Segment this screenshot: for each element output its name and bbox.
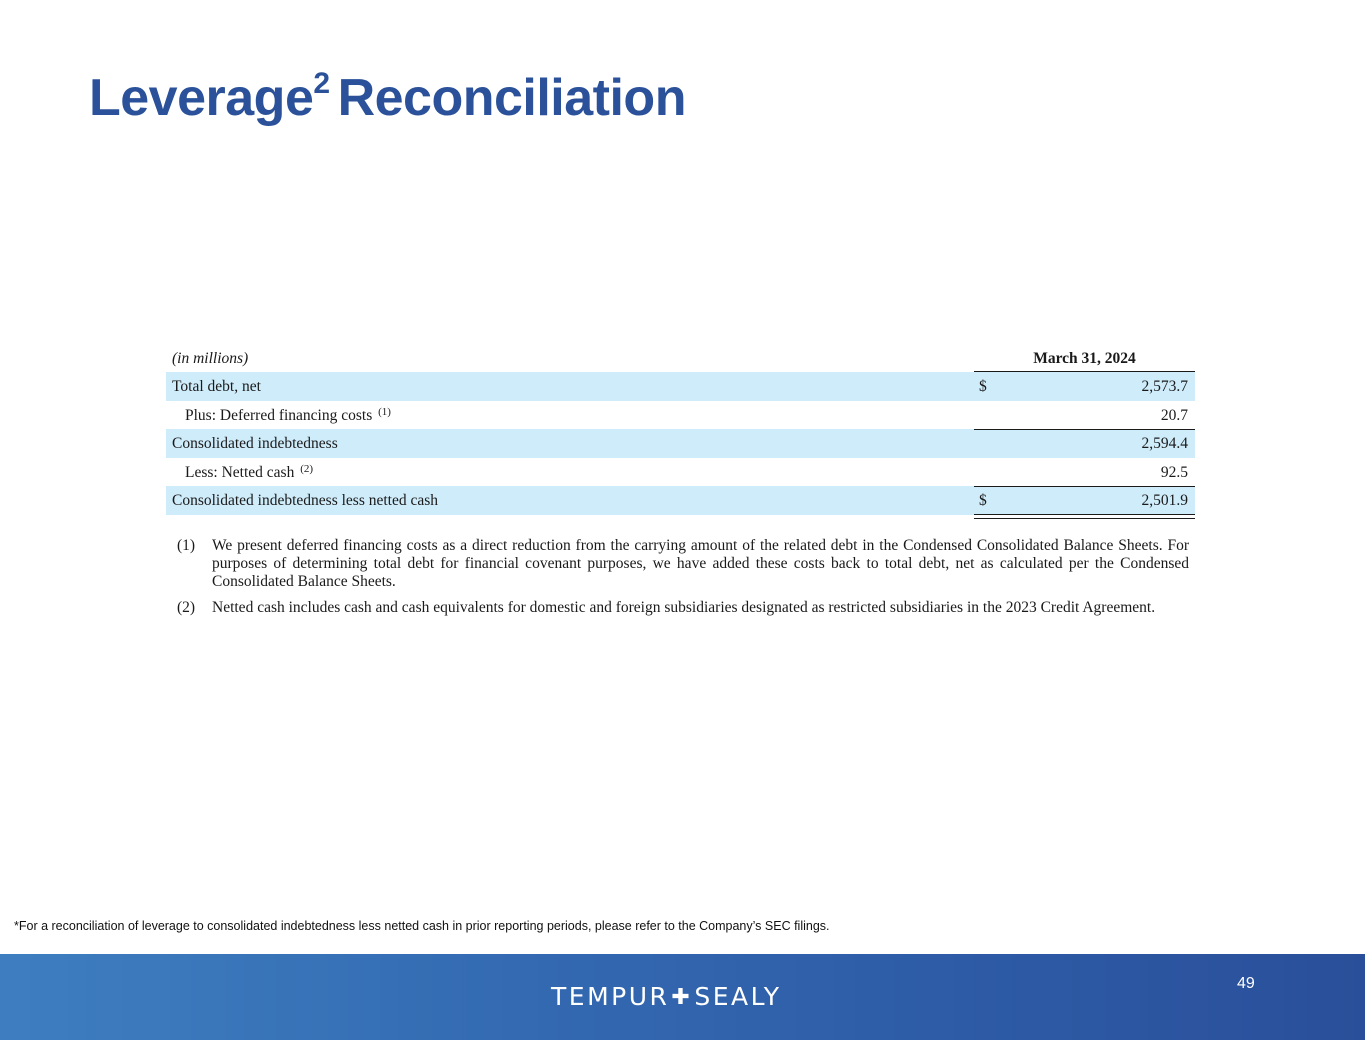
title-text-rest: Reconciliation [337, 69, 686, 127]
table-row-deferred-financing [166, 401, 1195, 430]
table-row-consolidated-indebtedness [166, 429, 1195, 458]
note-text: We present deferred financing costs as a direct reduction from the carrying amount of the related debt in the Condensed Consolidated Balance Sheets. For purposes of determining total debt for financial covenant purposes, we have added these costs back to total debt, net as calculated per the Condensed Consolidated Balance Sheets. [212, 536, 1189, 590]
title-text: Leverage [89, 69, 314, 127]
note-1 [166, 537, 1189, 591]
currency-symbol: $ [979, 378, 987, 395]
table-header [166, 344, 1195, 372]
row-amount: 2,594.4 [1141, 435, 1188, 452]
row-amount: 92.5 [1160, 463, 1188, 481]
column-header-date: March 31, 2024 [974, 350, 1195, 372]
note-text: Netted cash includes cash and cash equivalents for domestic and foreign subsidiaries designated as restricted subsidiaries in the 2023 Credit Agreement. [212, 598, 1156, 616]
footnote-marker: (2) [300, 462, 314, 475]
subtotal-rule [974, 486, 1195, 487]
company-logo [551, 982, 781, 1011]
row-amount: 2,501.9 [1141, 492, 1188, 509]
table-notes [166, 537, 1195, 617]
row-label: Total debt, net [172, 378, 261, 395]
row-amount: 20.7 [1160, 406, 1188, 424]
note-number: (1) [177, 536, 196, 554]
table-row-total-less-cash [166, 486, 1195, 515]
row-label: Less: Netted cash [185, 463, 295, 481]
row-label-wrap [185, 407, 391, 425]
row-label: Plus: Deferred financing costs [185, 406, 373, 424]
logo-text-right: SEALY [694, 982, 782, 1011]
row-amount: 2,573.7 [1141, 378, 1188, 395]
prior-periods-footnote: *For a reconciliation of leverage to consolidated indebtedness less netted cash in prior reporting periods, please refer to the Company’s SEC filings. [14, 919, 830, 933]
footnote-marker: (1) [378, 405, 391, 418]
title-superscript: 2 [313, 67, 330, 100]
cross-icon: ✚ [671, 985, 693, 1010]
logo-text-left: TEMPUR [551, 982, 670, 1011]
table-row-total-debt [166, 372, 1195, 401]
units-label: (in millions) [172, 350, 249, 367]
row-label-wrap [185, 464, 313, 482]
currency-symbol: $ [979, 492, 987, 509]
footer-band [0, 954, 1365, 1040]
reconciliation-table [166, 344, 1195, 625]
subtotal-rule [974, 429, 1195, 430]
row-label: Consolidated indebtedness [172, 435, 338, 452]
page-number: 49 [1237, 975, 1255, 992]
note-number: (2) [177, 598, 196, 616]
table-row-netted-cash [166, 458, 1195, 487]
row-label: Consolidated indebtedness less netted cash [172, 492, 439, 509]
page-title [89, 67, 686, 127]
total-double-rule [974, 514, 1195, 519]
note-2 [166, 599, 1189, 617]
